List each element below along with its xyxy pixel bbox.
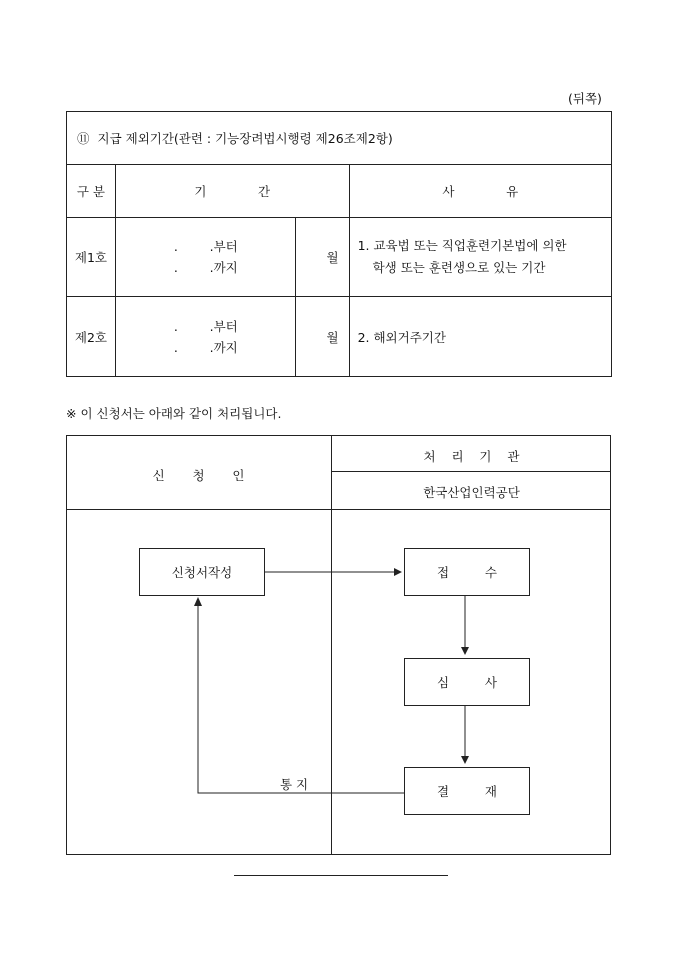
months-unit: 월: [295, 297, 349, 377]
reason-line: 학생 또는 훈련생으로 있는 기간: [372, 260, 546, 275]
section-title: 지급 제외기간(관련 : 기능장려법시행령 제26조제2항): [97, 131, 393, 146]
processing-notice: ※ 이 신청서는 아래와 같이 처리됩니다.: [66, 406, 282, 421]
arrowhead-up: [194, 597, 202, 606]
header-reason: 사 유: [349, 165, 611, 218]
arrow-approve-to-write: [198, 606, 404, 793]
row-label: 제1호: [67, 218, 116, 297]
circled-number-icon: ⑪: [77, 131, 90, 146]
bottom-rule: [234, 875, 448, 876]
arrowhead-down: [461, 647, 469, 655]
header-category: 구 분: [67, 165, 116, 218]
date-to: . .까지: [173, 260, 238, 275]
step-label: 결 재: [437, 784, 497, 799]
header-period: 기 간: [115, 165, 349, 218]
date-from: . .부터: [173, 239, 238, 254]
processor-header: 처 리 기 관: [423, 449, 520, 464]
reason-line: 1. 교육법 또는 직업훈련기본법에 의한: [357, 238, 567, 253]
row-label: 제2호: [67, 297, 116, 377]
date-from: . .부터: [173, 318, 238, 334]
reason-line: 2. 해외거주기간: [357, 329, 446, 345]
date-to: . .까지: [173, 339, 238, 355]
step-label: 신청서작성: [171, 565, 233, 580]
arrowhead-down: [461, 756, 469, 764]
processor-name: 한국산업인력공단: [423, 485, 520, 500]
arrowhead-right: [394, 568, 402, 576]
applicant-header: 신 청 인: [152, 468, 245, 483]
notify-label: 통 지: [280, 777, 309, 792]
step-label: 심 사: [437, 675, 497, 690]
months-unit: 월: [295, 218, 349, 297]
back-side-label: (뒤쪽): [568, 91, 602, 106]
step-label: 접 수: [437, 565, 497, 580]
